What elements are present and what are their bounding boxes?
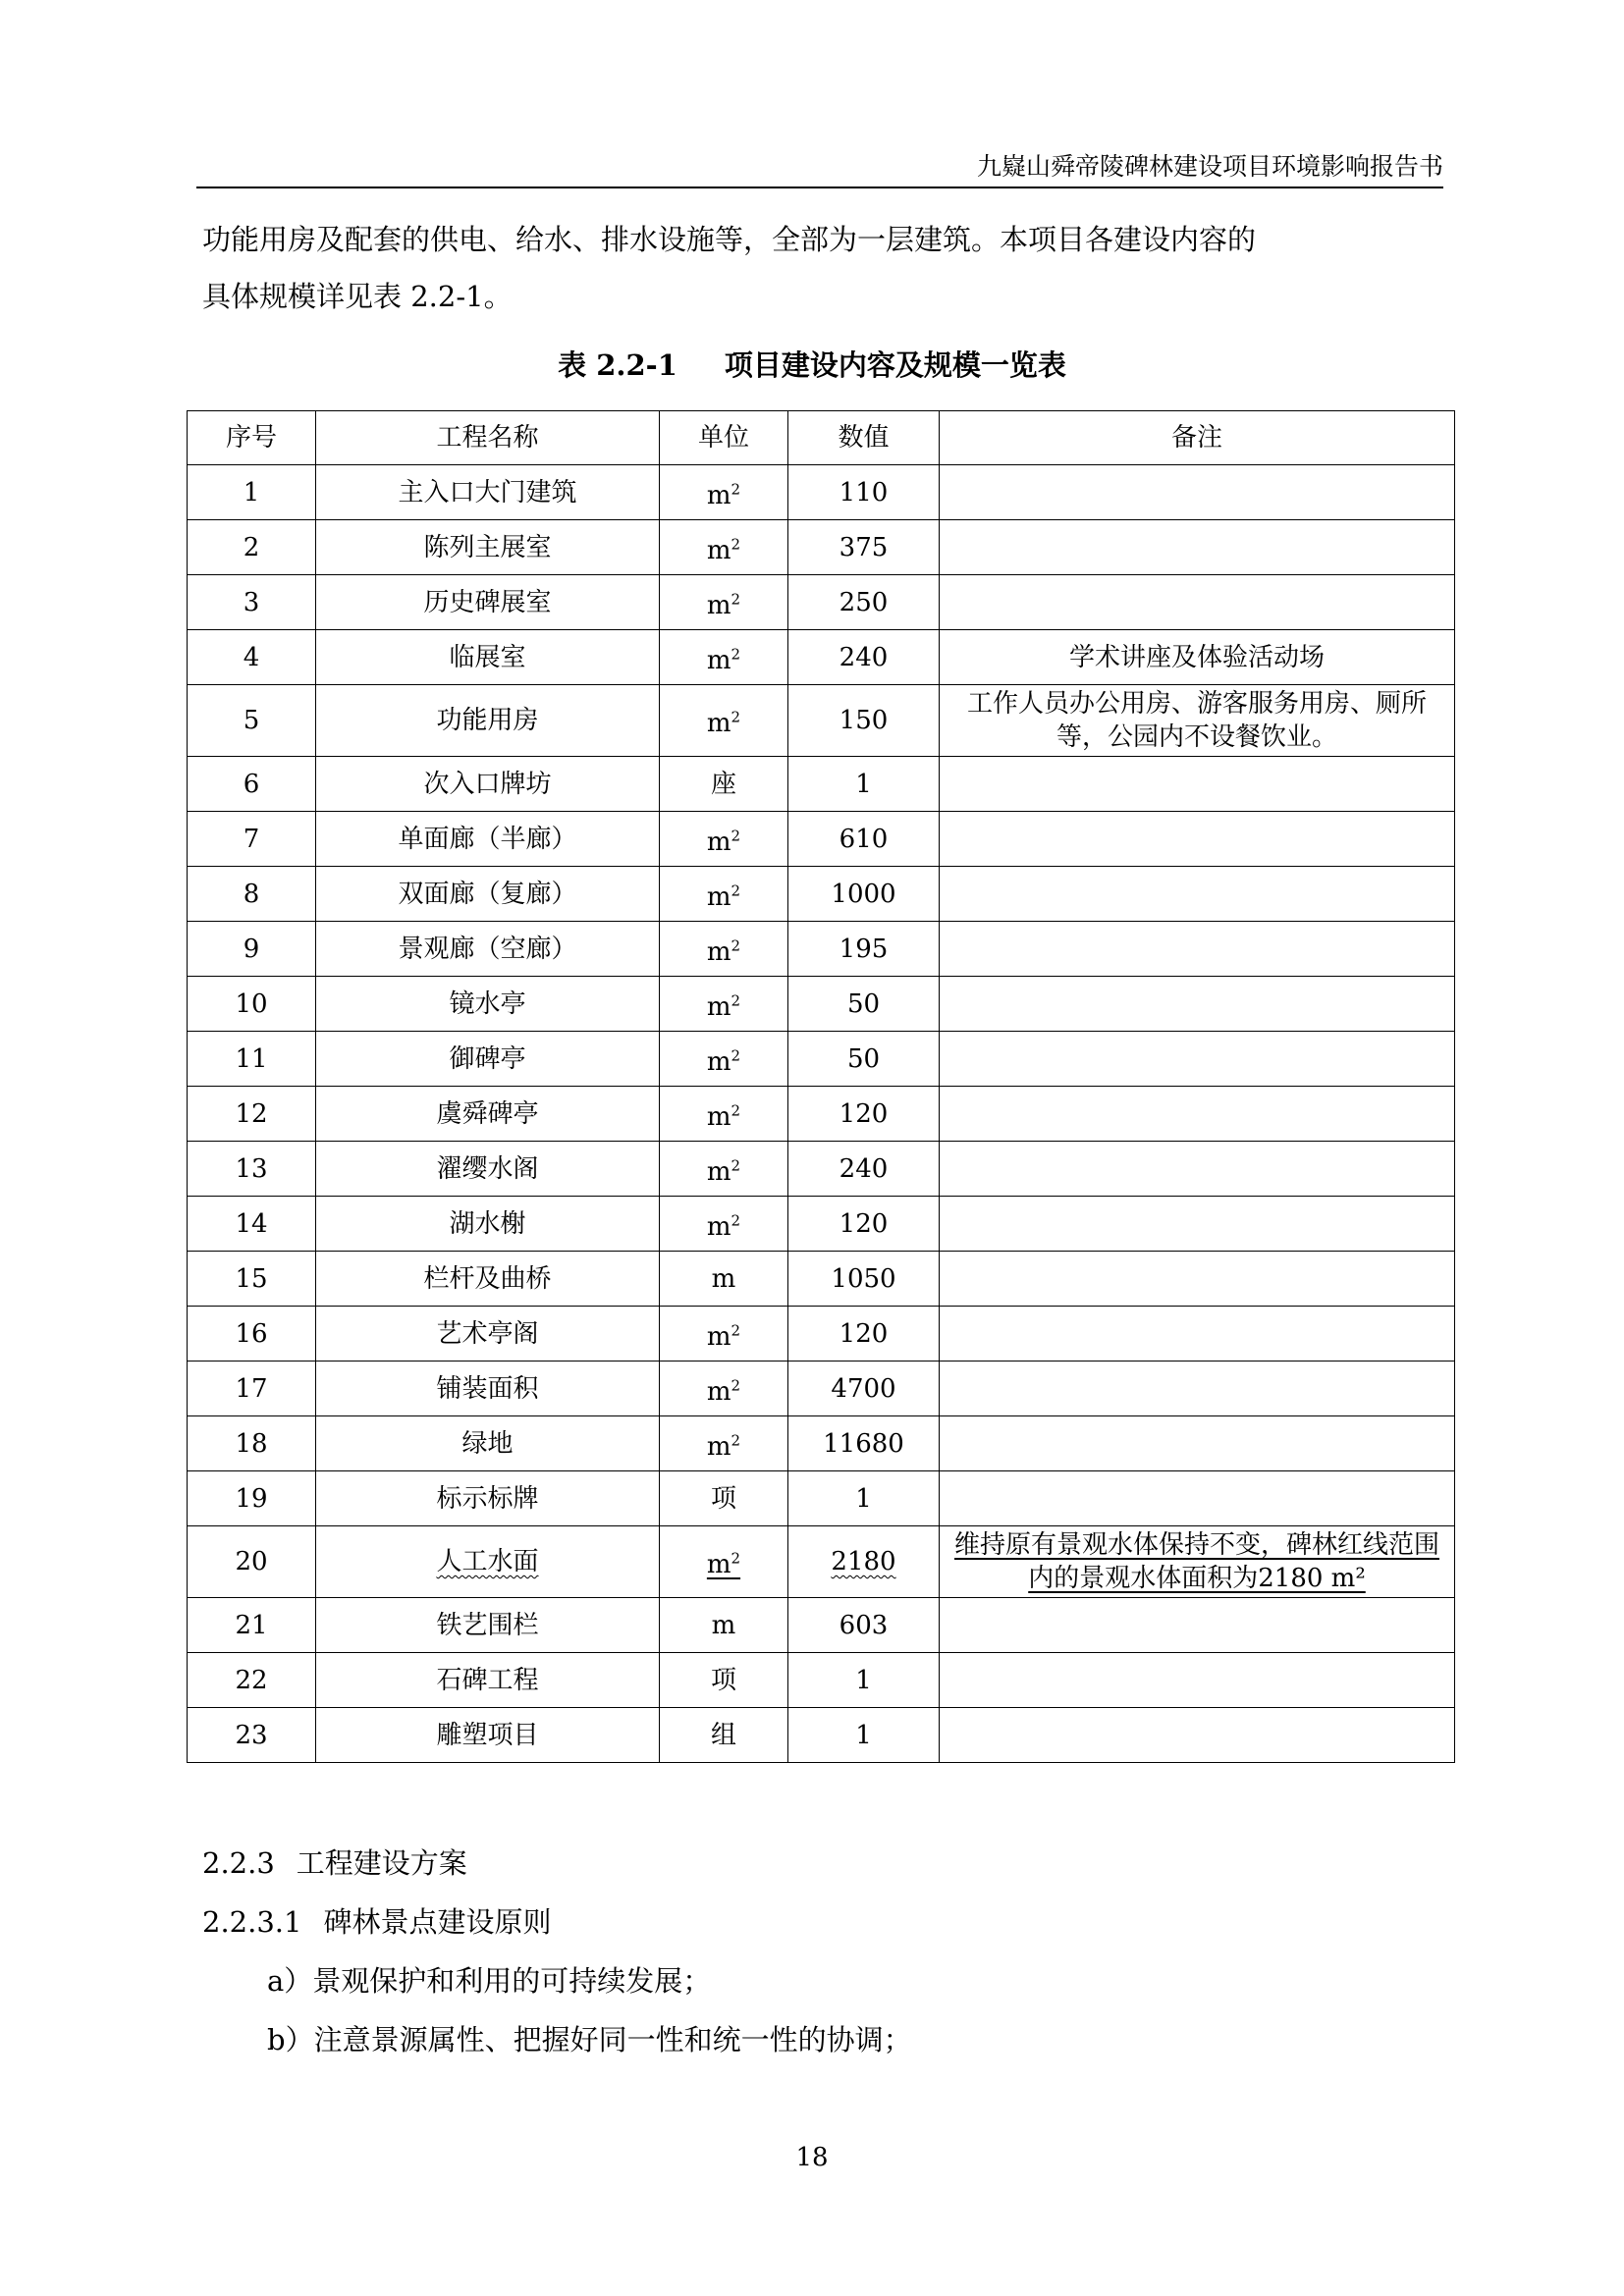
cell-no: 15 bbox=[188, 1252, 316, 1307]
unit-base: m bbox=[706, 535, 731, 565]
cell-name-text: 人工水面 bbox=[436, 1547, 539, 1576]
cell-name-text: 镜水亭 bbox=[449, 988, 526, 1019]
unit-text bbox=[707, 828, 740, 857]
unit-superscript: 2 bbox=[731, 1211, 741, 1230]
unit-superscript: 2 bbox=[731, 1101, 741, 1120]
cell-value bbox=[788, 757, 940, 812]
unit-text bbox=[707, 992, 740, 1022]
cell-note bbox=[940, 520, 1455, 575]
unit-superscript: 2 bbox=[731, 991, 741, 1010]
cell-note bbox=[940, 1197, 1455, 1252]
cell-no: 14 bbox=[188, 1197, 316, 1252]
cell-name bbox=[316, 1252, 660, 1307]
table-row bbox=[188, 1197, 1455, 1252]
cell-name-text: 次入口牌坊 bbox=[423, 769, 552, 799]
cell-name bbox=[316, 1142, 660, 1197]
table-row bbox=[188, 1598, 1455, 1653]
cell-name bbox=[316, 1653, 660, 1708]
cell-value-text: 240 bbox=[839, 642, 889, 672]
cell-value-text: 110 bbox=[839, 477, 889, 507]
cell-note bbox=[940, 1362, 1455, 1416]
table-row bbox=[188, 1252, 1455, 1307]
unit-superscript: 2 bbox=[731, 936, 741, 955]
cell-value-text: 603 bbox=[839, 1610, 889, 1640]
cell-value-text: 1 bbox=[855, 1483, 872, 1514]
cell-unit bbox=[660, 757, 788, 812]
cell-no: 1 bbox=[188, 465, 316, 520]
cell-unit bbox=[660, 1653, 788, 1708]
cell-note bbox=[940, 1653, 1455, 1708]
cell-value bbox=[788, 465, 940, 520]
cell-value-text: 375 bbox=[839, 532, 889, 562]
cell-note bbox=[940, 867, 1455, 922]
section-title: 工程建设方案 bbox=[296, 1846, 467, 1880]
cell-no: 10 bbox=[188, 977, 316, 1032]
cell-name-text: 历史碑展室 bbox=[423, 587, 552, 617]
cell-no: 21 bbox=[188, 1598, 316, 1653]
unit-base: m bbox=[706, 881, 731, 912]
cell-unit bbox=[660, 1307, 788, 1362]
unit-superscript: 2 bbox=[731, 1046, 741, 1065]
table-row bbox=[188, 1362, 1455, 1416]
cell-note bbox=[940, 922, 1455, 977]
unit-text bbox=[707, 1102, 740, 1132]
cell-note-text: 学术讲座及体验活动场 bbox=[1068, 642, 1325, 672]
cell-value-text: 120 bbox=[839, 1208, 889, 1239]
cell-value-text: 610 bbox=[839, 824, 889, 854]
cell-no: 18 bbox=[188, 1416, 316, 1471]
unit-text bbox=[707, 937, 740, 967]
table-caption-number: 表 2.2-1 bbox=[558, 348, 677, 382]
cell-note bbox=[940, 575, 1455, 630]
unit-base: m bbox=[706, 480, 731, 510]
cell-note bbox=[940, 1708, 1455, 1763]
section-heading-2-2-3 bbox=[202, 1842, 467, 1885]
cell-unit bbox=[660, 1252, 788, 1307]
cell-value bbox=[788, 867, 940, 922]
unit-text bbox=[707, 1432, 740, 1462]
unit-superscript: 2 bbox=[731, 1321, 741, 1340]
cell-name bbox=[316, 630, 660, 685]
cell-unit bbox=[660, 1032, 788, 1087]
unit-base: m bbox=[706, 1211, 731, 1242]
table-row bbox=[188, 867, 1455, 922]
unit-base: m bbox=[706, 1101, 731, 1132]
table-caption-title: 项目建设内容及规模一览表 bbox=[724, 348, 1066, 382]
unit-text bbox=[707, 536, 740, 565]
cell-name-text: 栏杆及曲桥 bbox=[423, 1263, 552, 1294]
table-row bbox=[188, 1708, 1455, 1763]
cell-value bbox=[788, 1708, 940, 1763]
cell-value-text: 1 bbox=[855, 1720, 872, 1750]
cell-note bbox=[940, 1087, 1455, 1142]
cell-note bbox=[940, 757, 1455, 812]
cell-value bbox=[788, 1653, 940, 1708]
table-row bbox=[188, 1307, 1455, 1362]
table-row bbox=[188, 1526, 1455, 1598]
unit-base: 项 bbox=[710, 1665, 736, 1695]
cell-unit bbox=[660, 1142, 788, 1197]
cell-note bbox=[940, 685, 1455, 757]
unit-base: m bbox=[706, 991, 731, 1022]
cell-name-text: 虞舜碑亭 bbox=[436, 1098, 539, 1129]
cell-value bbox=[788, 812, 940, 867]
cell-unit bbox=[660, 1362, 788, 1416]
cell-note bbox=[940, 1142, 1455, 1197]
cell-unit bbox=[660, 465, 788, 520]
cell-unit bbox=[660, 1708, 788, 1763]
cell-value bbox=[788, 575, 940, 630]
cell-unit bbox=[660, 1598, 788, 1653]
cell-value-text: 120 bbox=[839, 1318, 889, 1349]
unit-text bbox=[712, 1264, 736, 1294]
unit-text bbox=[707, 481, 740, 510]
cell-no: 5 bbox=[188, 685, 316, 757]
cell-name-text: 景观廊（空廊） bbox=[398, 934, 577, 964]
unit-base: 组 bbox=[710, 1720, 736, 1750]
cell-name-text: 御碑亭 bbox=[449, 1043, 526, 1074]
cell-name-text: 濯缨水阁 bbox=[436, 1153, 539, 1184]
table-row bbox=[188, 922, 1455, 977]
unit-text bbox=[707, 1212, 740, 1242]
cell-value-text: 11680 bbox=[823, 1428, 904, 1459]
cell-value bbox=[788, 1416, 940, 1471]
table-row bbox=[188, 812, 1455, 867]
cell-name-text: 石碑工程 bbox=[436, 1665, 539, 1695]
cell-name bbox=[316, 465, 660, 520]
cell-value-text: 1050 bbox=[831, 1263, 896, 1294]
unit-text bbox=[707, 1377, 740, 1407]
cell-name bbox=[316, 867, 660, 922]
table-header-row bbox=[188, 411, 1455, 465]
table-row bbox=[188, 1653, 1455, 1708]
cell-unit bbox=[660, 1197, 788, 1252]
cell-name-text: 单面廊（半廊） bbox=[398, 824, 577, 854]
cell-unit bbox=[660, 977, 788, 1032]
table-row bbox=[188, 465, 1455, 520]
unit-text bbox=[707, 1550, 740, 1579]
cell-value bbox=[788, 685, 940, 757]
cell-name-text: 湖水榭 bbox=[449, 1208, 526, 1239]
cell-value bbox=[788, 1142, 940, 1197]
unit-text bbox=[707, 1322, 740, 1352]
cell-name bbox=[316, 1708, 660, 1763]
header-cell-value: 数值 bbox=[788, 411, 940, 465]
cell-note bbox=[940, 977, 1455, 1032]
unit-base: m bbox=[706, 936, 731, 967]
unit-superscript: 2 bbox=[731, 881, 741, 900]
cell-value bbox=[788, 1307, 940, 1362]
cell-value bbox=[788, 520, 940, 575]
section-title: 碑林景点建设原则 bbox=[323, 1905, 552, 1939]
cell-name bbox=[316, 685, 660, 757]
cell-name-text: 艺术亭阁 bbox=[436, 1318, 539, 1349]
unit-base: m bbox=[706, 1550, 731, 1580]
cell-name-text: 陈列主展室 bbox=[423, 532, 552, 562]
cell-name bbox=[316, 922, 660, 977]
unit-text bbox=[711, 1484, 736, 1514]
unit-superscript: 2 bbox=[731, 480, 741, 499]
cell-value-text: 250 bbox=[839, 587, 889, 617]
cell-no: 9 bbox=[188, 922, 316, 977]
cell-value-text: 2180 bbox=[831, 1547, 896, 1576]
unit-base: m bbox=[706, 1156, 731, 1187]
cell-name bbox=[316, 1087, 660, 1142]
cell-no: 7 bbox=[188, 812, 316, 867]
unit-base: m bbox=[706, 645, 731, 675]
unit-superscript: 2 bbox=[731, 535, 741, 554]
cell-name bbox=[316, 757, 660, 812]
cell-name-text: 主入口大门建筑 bbox=[398, 477, 577, 507]
cell-no: 13 bbox=[188, 1142, 316, 1197]
cell-no: 22 bbox=[188, 1653, 316, 1708]
cell-no: 8 bbox=[188, 867, 316, 922]
unit-base: 座 bbox=[710, 769, 736, 799]
cell-note bbox=[940, 1307, 1455, 1362]
unit-superscript: 2 bbox=[731, 1549, 741, 1568]
cell-note-text: 维持原有景观水体保持不变，碑林红线范围内的景观水体面积为2180 m² bbox=[953, 1530, 1439, 1593]
cell-unit bbox=[660, 575, 788, 630]
unit-base: m bbox=[706, 1431, 731, 1462]
cell-note bbox=[940, 465, 1455, 520]
unit-superscript: 2 bbox=[731, 708, 741, 726]
section-number: 2.2.3 bbox=[202, 1846, 275, 1880]
table-row bbox=[188, 1087, 1455, 1142]
table-row bbox=[188, 1142, 1455, 1197]
cell-name bbox=[316, 1362, 660, 1416]
cell-value-text: 50 bbox=[846, 1043, 881, 1074]
cell-unit bbox=[660, 1526, 788, 1598]
cell-unit bbox=[660, 867, 788, 922]
cell-name bbox=[316, 1307, 660, 1362]
cell-name bbox=[316, 1598, 660, 1653]
cell-name-text: 标示标牌 bbox=[436, 1483, 539, 1514]
cell-unit bbox=[660, 1087, 788, 1142]
cell-note bbox=[940, 1416, 1455, 1471]
section-heading-2-2-3-1 bbox=[202, 1900, 551, 1944]
unit-superscript: 2 bbox=[731, 1156, 741, 1175]
running-header: 九嶷山舜帝陵碑林建设项目环境影响报告书 bbox=[196, 147, 1443, 188]
cell-name-text: 双面廊（复廊） bbox=[398, 879, 577, 909]
cell-note bbox=[940, 1598, 1455, 1653]
cell-no: 2 bbox=[188, 520, 316, 575]
cell-no: 12 bbox=[188, 1087, 316, 1142]
cell-value-text: 240 bbox=[839, 1153, 889, 1184]
cell-note bbox=[940, 630, 1455, 685]
cell-value-text: 1000 bbox=[831, 879, 896, 909]
cell-unit bbox=[660, 812, 788, 867]
cell-value-text: 195 bbox=[839, 934, 889, 964]
intro-line-1: 功能用房及配套的供电、给水、排水设施等，全部为一层建筑。本项目各建设内容的 bbox=[202, 223, 1257, 256]
table-row bbox=[188, 520, 1455, 575]
cell-no: 17 bbox=[188, 1362, 316, 1416]
page-number: 18 bbox=[795, 2143, 829, 2172]
table-row bbox=[188, 575, 1455, 630]
cell-no: 23 bbox=[188, 1708, 316, 1763]
table-row bbox=[188, 1416, 1455, 1471]
cell-no: 19 bbox=[188, 1471, 316, 1526]
cell-value bbox=[788, 1526, 940, 1598]
unit-base: m bbox=[706, 709, 731, 739]
unit-superscript: 2 bbox=[731, 827, 741, 845]
unit-text bbox=[707, 1157, 740, 1187]
cell-no: 4 bbox=[188, 630, 316, 685]
unit-text bbox=[707, 709, 740, 738]
cell-name bbox=[316, 520, 660, 575]
list-item-b: b）注意景源属性、把握好同一性和统一性的协调； bbox=[267, 2023, 912, 2056]
unit-base: m bbox=[711, 1263, 736, 1294]
table-caption bbox=[0, 344, 1624, 387]
cell-value-text: 120 bbox=[839, 1098, 889, 1129]
cell-value bbox=[788, 1032, 940, 1087]
unit-text bbox=[707, 882, 740, 912]
cell-note bbox=[940, 1032, 1455, 1087]
unit-base: m bbox=[706, 1376, 731, 1407]
cell-unit bbox=[660, 520, 788, 575]
unit-text bbox=[711, 770, 736, 799]
cell-unit bbox=[660, 922, 788, 977]
cell-no: 3 bbox=[188, 575, 316, 630]
cell-value-text: 1 bbox=[855, 769, 872, 799]
cell-value-text: 4700 bbox=[831, 1373, 896, 1404]
unit-base: m bbox=[706, 1046, 731, 1077]
cell-name bbox=[316, 1526, 660, 1598]
cell-name-text: 绿地 bbox=[461, 1428, 514, 1459]
header-cell-note: 备注 bbox=[940, 411, 1455, 465]
table-row bbox=[188, 630, 1455, 685]
cell-no: 6 bbox=[188, 757, 316, 812]
cell-value bbox=[788, 1252, 940, 1307]
cell-name bbox=[316, 1471, 660, 1526]
table-row bbox=[188, 757, 1455, 812]
section-number: 2.2.3.1 bbox=[202, 1905, 302, 1939]
unit-superscript: 2 bbox=[731, 1431, 741, 1450]
cell-name-text: 铺装面积 bbox=[436, 1373, 539, 1404]
cell-no: 16 bbox=[188, 1307, 316, 1362]
cell-value bbox=[788, 1598, 940, 1653]
cell-note-text: 工作人员办公用房、游客服务用房、厕所等，公园内不设餐饮业。 bbox=[966, 689, 1427, 752]
unit-text bbox=[707, 646, 740, 675]
cell-name-text: 功能用房 bbox=[436, 706, 539, 735]
unit-base: m bbox=[706, 827, 731, 857]
unit-superscript: 2 bbox=[731, 645, 741, 664]
table-row bbox=[188, 685, 1455, 757]
cell-unit bbox=[660, 630, 788, 685]
header-cell-unit: 单位 bbox=[660, 411, 788, 465]
cell-note bbox=[940, 812, 1455, 867]
cell-note bbox=[940, 1526, 1455, 1598]
intro-line-2: 具体规模详见表 2.2-1。 bbox=[202, 280, 513, 313]
cell-name bbox=[316, 1197, 660, 1252]
construction-scale-table bbox=[187, 410, 1455, 1763]
cell-value bbox=[788, 977, 940, 1032]
cell-value-text: 150 bbox=[839, 706, 889, 735]
cell-note bbox=[940, 1471, 1455, 1526]
cell-value bbox=[788, 1087, 940, 1142]
cell-name-text: 铁艺围栏 bbox=[436, 1610, 539, 1640]
cell-unit bbox=[660, 685, 788, 757]
cell-name-text: 临展室 bbox=[449, 642, 526, 672]
cell-unit bbox=[660, 1471, 788, 1526]
unit-base: m bbox=[711, 1610, 736, 1640]
cell-name bbox=[316, 977, 660, 1032]
unit-superscript: 2 bbox=[731, 1376, 741, 1395]
cell-note bbox=[940, 1252, 1455, 1307]
cell-value bbox=[788, 1362, 940, 1416]
unit-base: m bbox=[706, 590, 731, 620]
unit-base: m bbox=[706, 1321, 731, 1352]
table-row bbox=[188, 1471, 1455, 1526]
cell-name bbox=[316, 1032, 660, 1087]
cell-no: 11 bbox=[188, 1032, 316, 1087]
cell-name-text: 雕塑项目 bbox=[436, 1720, 539, 1750]
cell-name bbox=[316, 1416, 660, 1471]
table-row bbox=[188, 1032, 1455, 1087]
cell-value bbox=[788, 922, 940, 977]
list-item-a: a）景观保护和利用的可持续发展； bbox=[267, 1964, 712, 1998]
unit-text bbox=[711, 1721, 736, 1750]
table-row bbox=[188, 977, 1455, 1032]
unit-text bbox=[707, 591, 740, 620]
cell-unit bbox=[660, 1416, 788, 1471]
cell-value bbox=[788, 1471, 940, 1526]
cell-name bbox=[316, 575, 660, 630]
unit-base: 项 bbox=[710, 1483, 736, 1514]
unit-text bbox=[707, 1047, 740, 1077]
header-cell-name: 工程名称 bbox=[316, 411, 660, 465]
cell-value-text: 50 bbox=[846, 988, 881, 1019]
cell-value bbox=[788, 630, 940, 685]
cell-name bbox=[316, 812, 660, 867]
unit-superscript: 2 bbox=[731, 590, 741, 609]
header-cell-no: 序号 bbox=[188, 411, 316, 465]
cell-value-text: 1 bbox=[855, 1665, 872, 1695]
cell-no: 20 bbox=[188, 1526, 316, 1598]
unit-text bbox=[711, 1666, 736, 1695]
cell-value bbox=[788, 1197, 940, 1252]
unit-text bbox=[712, 1611, 736, 1640]
